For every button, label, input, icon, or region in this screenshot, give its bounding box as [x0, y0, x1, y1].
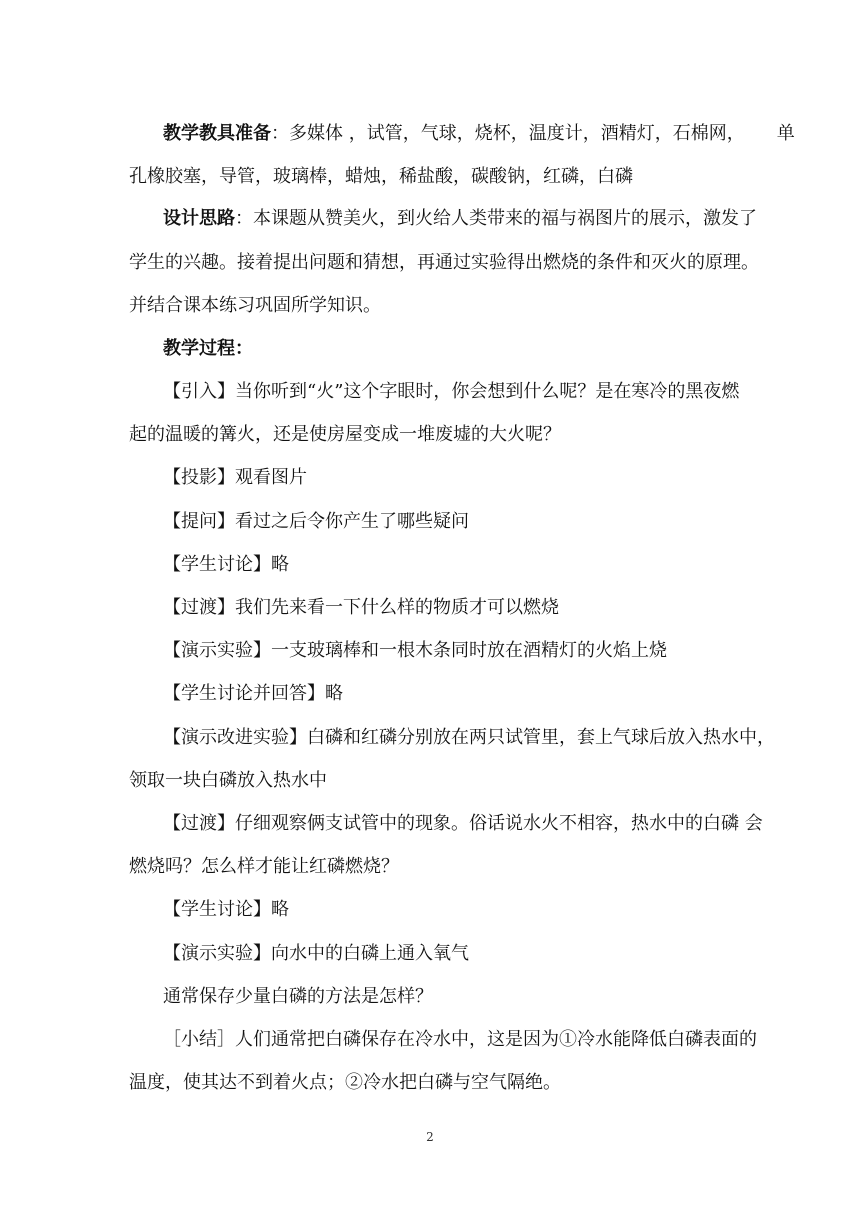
- materials-colon: ：: [271, 123, 289, 144]
- paragraph-line: 【提问】看过之后令你产生了哪些疑问: [163, 511, 469, 532]
- paragraph-line: 并结合课本练习巩固所学知识。: [129, 295, 381, 316]
- paragraph-line: 【学生讨论】略: [163, 554, 289, 575]
- materials-tail: 单: [776, 123, 795, 144]
- paragraph-line: 学生的兴趣。接着提出问题和猜想，再通过实验得出燃烧的条件和灭火的原理。: [129, 252, 759, 273]
- paragraph-line: 孔橡胶塞，导管，玻璃棒，蜡烛，稀盐酸，碳酸钠，红磷，白磷: [129, 166, 633, 187]
- design-text: 本课题从赞美火，到火给人类带来的福与祸图片的展示，激发了: [253, 208, 757, 229]
- paragraph-line: 【学生讨论并回答】略: [163, 683, 343, 704]
- paragraph-line: 【演示实验】向水中的白磷上通入氧气: [163, 943, 469, 964]
- section-heading-process: 教学过程：: [163, 338, 253, 359]
- paragraph-line: 【投影】观看图片: [163, 467, 307, 488]
- paragraph-line: 燃烧吗？怎么样才能让红磷燃烧？: [129, 856, 399, 877]
- paragraph-line-design: [0, 207, 860, 231]
- paragraph-line: 起的温暖的篝火，还是使房屋变成一堆废墟的大火呢？: [129, 424, 561, 445]
- materials-label: 教学教具准备: [163, 123, 271, 144]
- paragraph-line: 【学生讨论】略: [163, 899, 289, 920]
- paragraph-line: 【过渡】仔细观察俩支试管中的现象。俗话说水火不相容，热水中的白磷 会: [163, 813, 763, 834]
- paragraph-line: 通常保存少量白磷的方法是怎样？: [163, 986, 433, 1007]
- design-label: 设计思路: [163, 208, 235, 229]
- paragraph-line-materials: [0, 122, 860, 146]
- paragraph-line: 温度，使其达不到着火点；②冷水把白磷与空气隔绝。: [129, 1072, 561, 1093]
- paragraph-line: 领取一块白磷放入热水中: [129, 770, 327, 791]
- design-colon: ：: [235, 208, 253, 229]
- paragraph-line: 【演示改进实验】白磷和红磷分别放在两只试管里，套上气球后放入热水中，: [163, 727, 775, 748]
- paragraph-line: ［小结］人们通常把白磷保存在冷水中，这是因为①冷水能降低白磷表面的: [163, 1029, 757, 1050]
- paragraph-line: 【演示实验】一支玻璃棒和一根木条同时放在酒精灯的火焰上烧: [163, 640, 667, 661]
- paragraph-line: 【引入】当你听到“火”这个字眼时，你会想到什么呢？是在寒冷的黑夜燃: [163, 381, 740, 402]
- page-number: 2: [426, 1130, 434, 1144]
- materials-text: 多媒体 ，试管，气球，烧杯，温度计，酒精灯，石棉网，: [289, 123, 745, 144]
- paragraph-line: 【过渡】我们先来看一下什么样的物质才可以燃烧: [163, 597, 559, 618]
